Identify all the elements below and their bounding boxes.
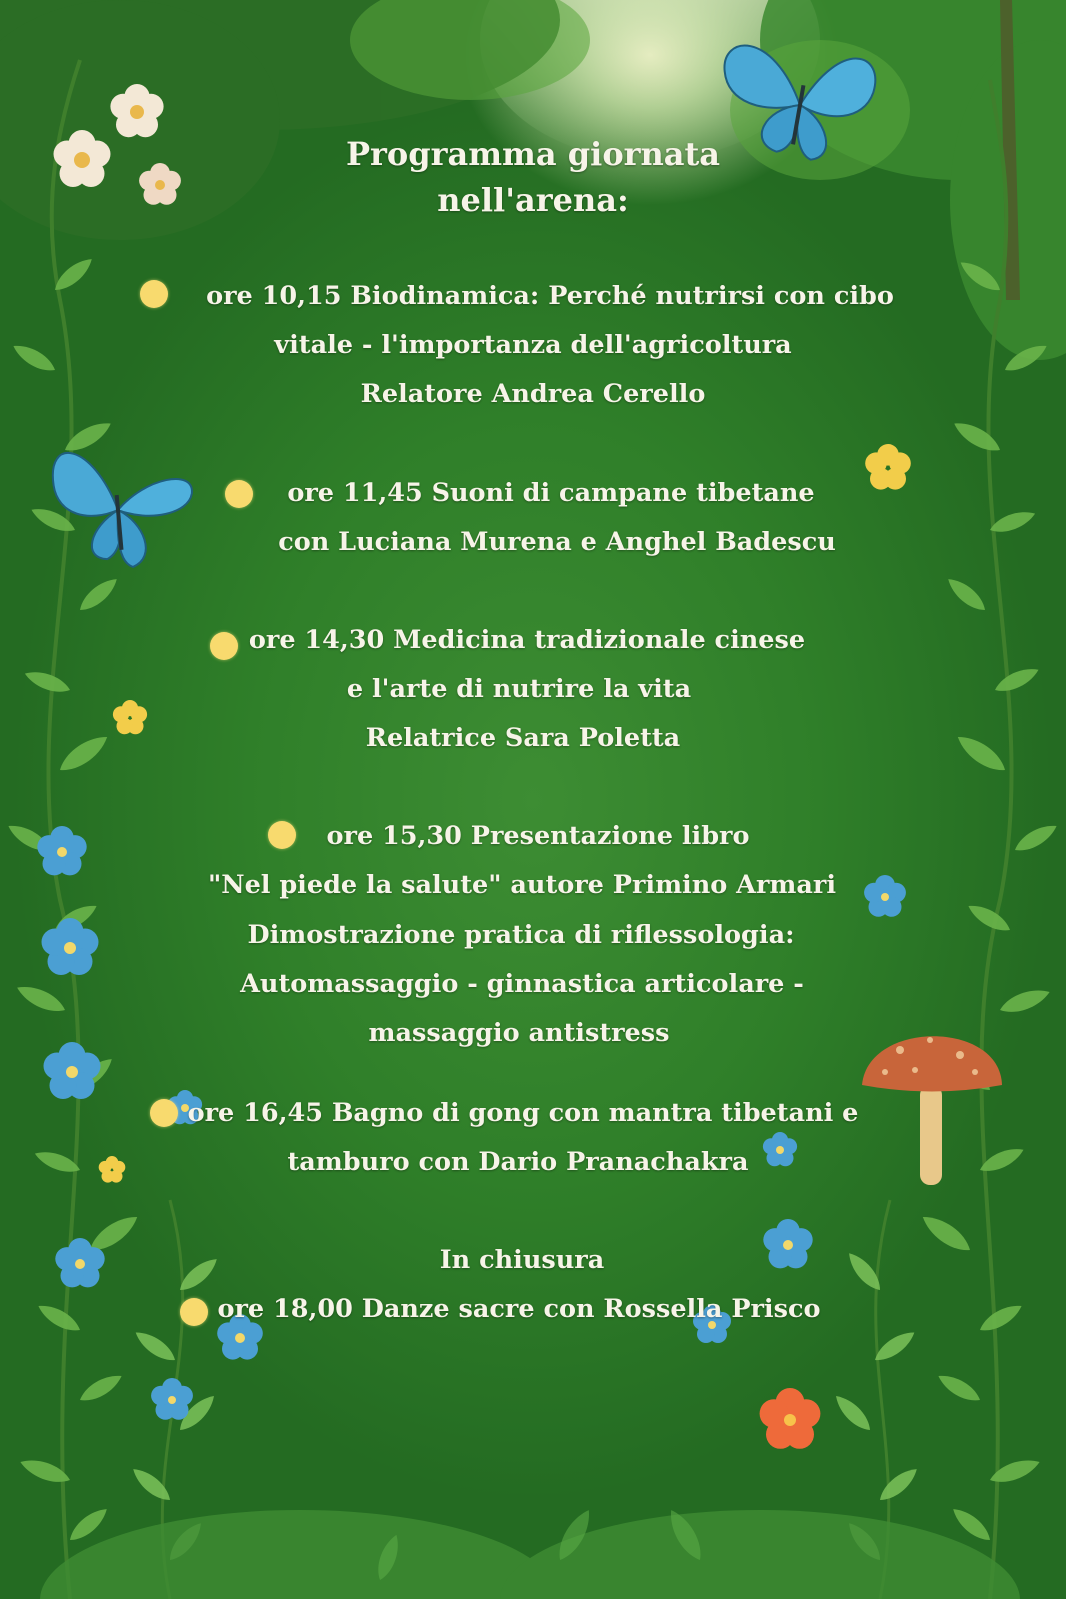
event-line: Automassaggio - ginnastica articolare - <box>240 969 804 999</box>
event-line: tamburo con Dario Pranachakra <box>287 1147 749 1177</box>
event-line: vitale - l'importanza dell'agricoltura <box>274 330 792 360</box>
closing-label: In chiusura <box>439 1245 605 1275</box>
event-line: ore 14,30 Medicina tradizionale cinese <box>248 625 806 655</box>
event-line: ore 15,30 Presentazione libro <box>326 821 750 851</box>
event-line: e l'arte di nutrire la vita <box>346 674 692 704</box>
page-title-line-2: nell'arena: <box>437 181 629 219</box>
event-line: massaggio antistress <box>368 1018 670 1048</box>
event-line: Dimostrazione pratica di riflessologia: <box>247 920 795 950</box>
event-line: Relatore Andrea Cerello <box>360 379 706 409</box>
event-line: ore 11,45 Suoni di campane tibetane <box>287 478 815 508</box>
event-line: con Luciana Murena e Anghel Badescu <box>278 527 836 557</box>
event-line: "Nel piede la salute" autore Primino Armari <box>207 870 837 900</box>
event-line: ore 16,45 Bagno di gong con mantra tibetani e <box>187 1098 859 1128</box>
event-line: ore 18,00 Danze sacre con Rossella Prisco <box>217 1294 821 1324</box>
event-line: ore 10,15 Biodinamica: Perché nutrirsi con cibo <box>206 281 894 311</box>
page-title-line-1: Programma giornata <box>345 135 721 173</box>
event-line: Relatrice Sara Poletta <box>365 723 681 753</box>
